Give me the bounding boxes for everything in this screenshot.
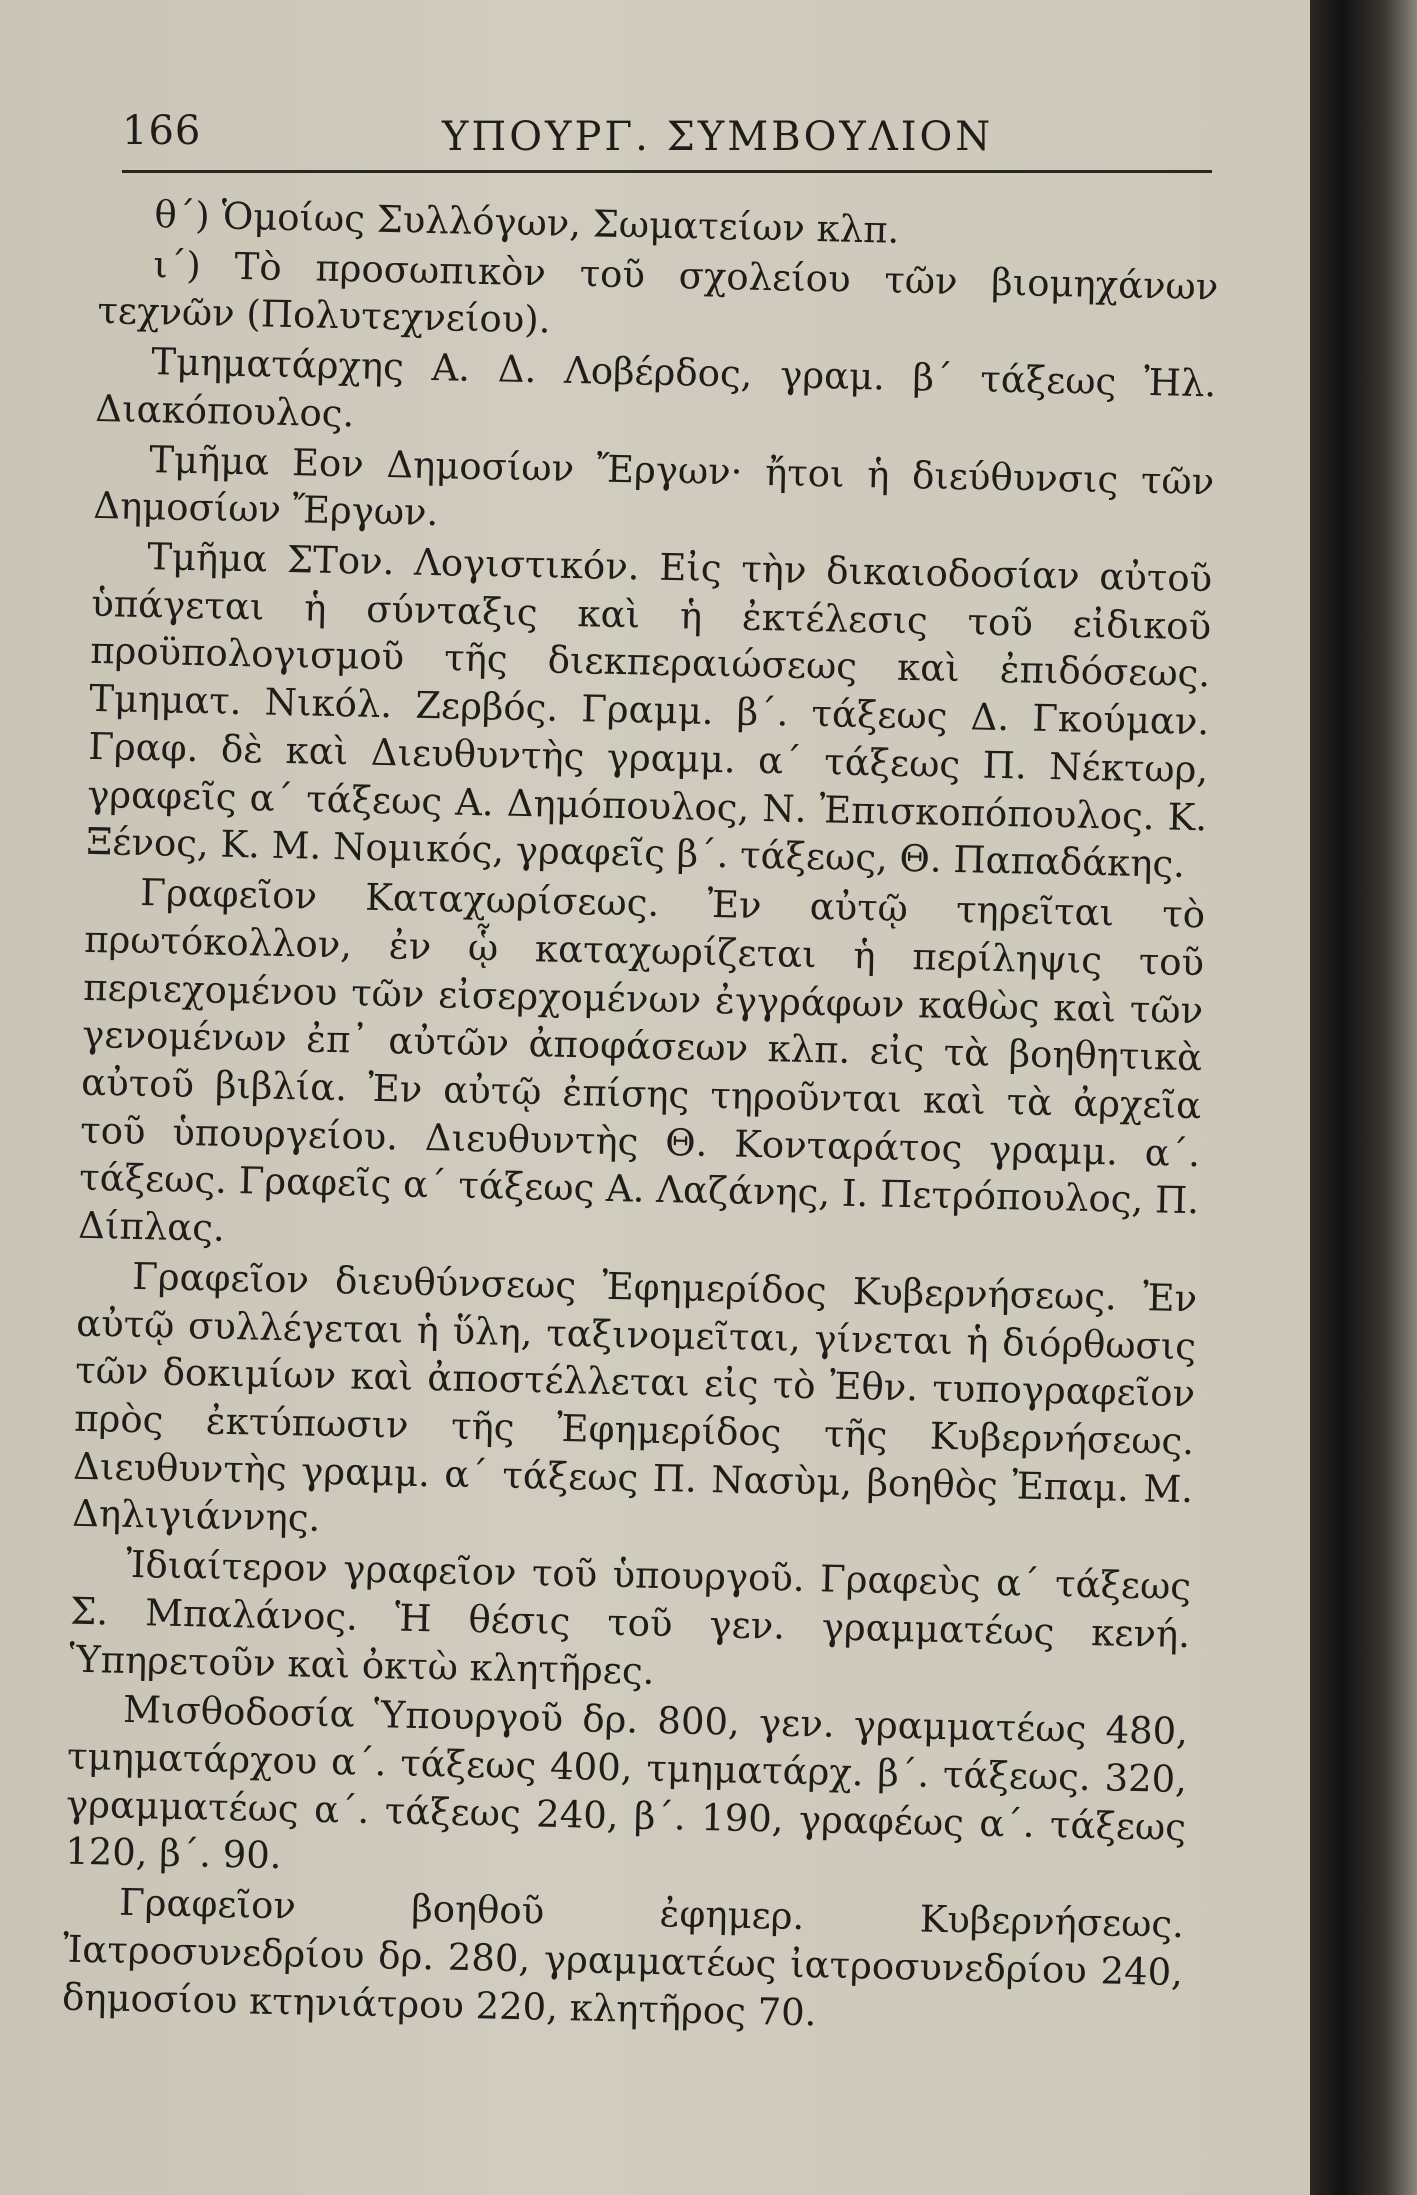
paragraph-private-office: Ἰδιαίτερον γραφεῖον τοῦ ὑπουργοῦ. Γραφεὺς α΄ τάξεως Σ. Μπαλάνος. Ἡ θέσις τοῦ γεν. γραμματέως κενή. Ὑπηρετοῦν καὶ ὀκτὼ κλητῆρες. xyxy=(68,1542,1192,1693)
paragraph-public-works: Τμῆμα Εον Δημοσίων Ἔργων· ἤτοι ἡ διεύθυνσις τῶν Δημοσίων Ἔργων. xyxy=(92,437,1215,535)
paragraph-salaries: Μισθοδοσία Ὑπουργοῦ δρ. 800, γεν. γραμματέως 480, τμηματάρχου α΄. τάξεως 400, τμηματάρχ. β΄. τάξεως. 320, γραμματέως α΄. τάξεως 240, β΄. 190, γραφέως α΄. τάξεως 120, β΄. 90. xyxy=(64,1688,1189,1878)
paragraph-registry-office: Γραφεῖον Καταχωρίσεως. Ἐν αὐτῷ τηρεῖται τὸ πρωτόκολλον, ἐν ᾧ καταχωρίζεται ἡ περίληψις τοῦ περιεχομένου τῶν εἰσερχομένων ἐγγράφων καθὼς καὶ τῶν γενομένων ἐπ᾽ αὐτῶν ἀποφάσεων κλπ. εἰς τὰ βοηθητικὰ αὐτοῦ βιβλία. Ἐν αὐτῷ ἐπίσης τηροῦνται καὶ τὰ ἀρχεῖα τοῦ ὑπουργείου. Διευθυντὴς Θ. Κονταράτος γραμμ. α΄. τάξεως. Γραφεῖς α΄ τάξεως Α. Λαζάνης, Ι. Πετρόπουλος, Π. Δίπλας. xyxy=(77,871,1206,1250)
page-number: 166 xyxy=(122,108,202,154)
paragraph-accounting: Τμῆμα ΣΤον. Λογιστικόν. Εἰς τὴν δικαιοδοσίαν αὐτοῦ ὑπάγεται ἡ σύνταξις καὶ ἡ ἐκτέλεσις τοῦ εἰδικοῦ προϋπολογισμοῦ τῆς διεκπεραιώσεως καὶ ἐπιδόσεως. Τμηματ. Νικόλ. Ζερβός. Γραμμ. β΄. τάξεως Δ. Γκούμαν. Γραφ. δὲ καὶ Διευθυντὴς γραμμ. α΄ τάξεως Π. Νέκτωρ, γραφεῖς α΄ τάξεως Α. Δημόπουλος, Ν. Ἐπισκοπόπουλος. Κ. Ξένος, Κ. Μ. Νομικός, γραφεῖς β΄. τάξεως, Θ. Παπαδάκης. xyxy=(85,535,1213,887)
body-text xyxy=(62,190,1220,2046)
paragraph-gazette-office: Γραφεῖον διευθύνσεως Ἐφημερίδος Κυβερνήσεως. Ἐν αὐτῷ συλλέγεται ἡ ὕλη, ταξινομεῖται, γίνεται ἡ διόρθωσις τῶν δοκιμίων καὶ ἀποστέλλεται εἰς τὸ Ἐθν. τυπογραφεῖον πρὸς ἐκτύπωσιν τῆς Ἐφημερίδος τῆς Κυβερνήσεως. Διευθυντὴς γραμμ. α΄ τάξεως Π. Νασὺμ, βοηθὸς Ἐπαμ. Μ. Δηλιγιάννης. xyxy=(71,1254,1198,1541)
page-header xyxy=(122,100,1212,160)
paragraph-section-head: Τμηματάρχης Α. Δ. Λοβέρδος, γραμ. β΄ τάξεως Ἠλ. Διακόπουλος. xyxy=(94,340,1217,436)
book-gutter-shadow xyxy=(1310,0,1417,2195)
paragraph-iota: ι΄) Τὸ προσωπικὸν τοῦ σχολείου τῶν βιομηχάνων τεχνῶν (Πολυτεχνείου). xyxy=(97,242,1219,342)
header-rule xyxy=(122,170,1212,173)
paragraph-assistant-office: Γραφεῖον βοηθοῦ ἐφημερ. Κυβερνήσεως. Ἰατροσυνεδρίου δρ. 280, γραμματέως ἰατροσυνεδρίου 240, δημοσίου κτηνιάτρου 220, κλητῆρος 70. xyxy=(61,1880,1185,2034)
running-head: ΥΠΟΥΡΓ. ΣΥΜΒΟΥΛΙΟΝ xyxy=(442,114,994,160)
paragraph-theta: θ΄) Ὁμοίως Συλλόγων, Σωματείων κλπ. xyxy=(154,193,900,252)
